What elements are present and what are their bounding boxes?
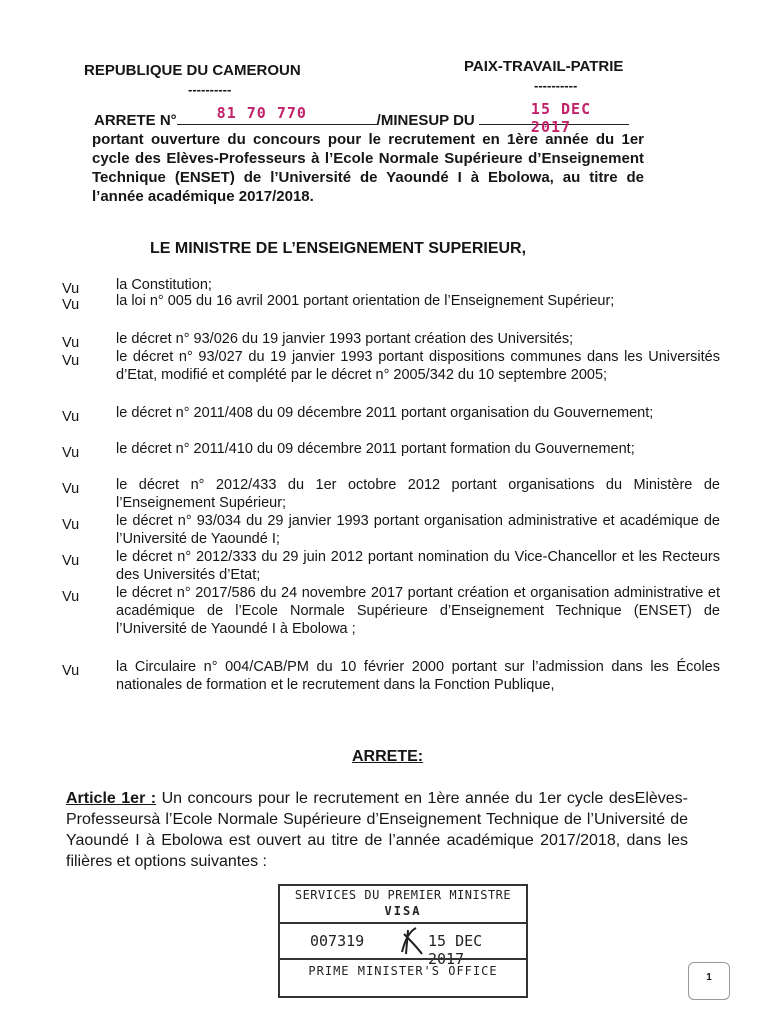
decree-number: 81 70 770 — [216, 104, 307, 122]
visa-text: le décret n° 93/026 du 19 janvier 1993 portant création des Universités; — [116, 331, 574, 347]
vu-label: Vu — [62, 663, 80, 679]
vu-label: Vu — [62, 481, 80, 497]
vu-label: Vu — [62, 589, 80, 605]
article-1-label: Article 1er : — [66, 790, 157, 807]
visa-text: le décret n° 2011/410 du 09 décembre 2011 portant formation du Gouvernement; — [116, 441, 635, 457]
visa-text: le décret n° 2017/586 du 24 novembre 2017 portant création et organisation administrative et académique de l’Ecole Normale Supérieure d’Enseignement Technique (ENSET) de l’Université de Yaoundé I à Ebolowa ; — [116, 585, 720, 637]
visa-text: le décret n° 2011/408 du 09 décembre 2011 portant organisation du Gouvernement; — [116, 405, 654, 421]
vu-label: Vu — [62, 409, 80, 425]
decree-date-field — [479, 100, 629, 136]
decree-number-line — [94, 100, 674, 136]
vu-label: Vu — [62, 353, 80, 369]
page-number: 1 — [688, 962, 730, 1000]
visa-text: la Circulaire n° 004/CAB/PM du 10 février 2000 portant sur l’admission dans les Écoles nationales de formation et le recrutement dans la Fonction Publique, — [116, 659, 720, 693]
visa-text: le décret n° 2012/333 du 29 juin 2012 portant nomination du Vice-Chancellor et les Recteurs des Universités d’Etat; — [116, 549, 720, 583]
article-1-text: Un concours pour le recrutement en 1ère année du 1er cycle desElèves-Professeursà l’Ecole Normale Supérieure d’Enseignement Technique de l’Université de Yaoundé I à Ebolowa est ouvert au titre de l’année académique 2017/2018, dans les filières et options suivantes : — [66, 790, 688, 870]
stamp-services: SERVICES DU PREMIER MINISTRE — [294, 888, 512, 902]
vu-label: Vu — [62, 553, 80, 569]
decree-date: 15 DEC 2017 — [530, 100, 592, 136]
stamp-divider — [280, 922, 526, 924]
vu-label: Vu — [62, 517, 80, 533]
vu-label: Vu — [62, 281, 80, 297]
visa-text: la Constitution; — [116, 277, 212, 293]
stamp-office: PRIME MINISTER'S OFFICE — [308, 964, 498, 978]
stamp-date: 15 DEC 2017 — [428, 932, 483, 968]
signature-mark-icon — [398, 926, 426, 956]
vu-label: Vu — [62, 297, 80, 313]
country-name: REPUBLIQUE DU CAMEROUN — [84, 62, 301, 79]
national-motto: PAIX-TRAVAIL-PATRIE — [464, 58, 624, 75]
vu-label: Vu — [62, 335, 80, 351]
stamp-visa: VISA — [384, 904, 422, 918]
country-dashes: ---------- — [188, 82, 232, 97]
motto-dashes: ---------- — [534, 78, 578, 93]
vu-label: Vu — [62, 445, 80, 461]
visa-text: le décret n° 93/034 du 29 janvier 1993 portant organisation administrative et académique de l’Université de Yaoundé I; — [116, 513, 720, 547]
stamp-number: 007319 — [310, 932, 365, 950]
article-1 — [66, 788, 688, 872]
decree-number-field — [177, 104, 377, 125]
minister-heading: LE MINISTRE DE L’ENSEIGNEMENT SUPERIEUR, — [150, 240, 527, 257]
arrete-heading: ARRETE: — [352, 748, 424, 765]
pm-visa-stamp — [278, 884, 528, 998]
visa-text: la loi n° 005 du 16 avril 2001 portant orientation de l’Enseignement Supérieur; — [116, 293, 615, 309]
decree-ministry: /MINESUP DU — [376, 112, 475, 129]
stamp-divider — [280, 958, 526, 960]
decree-title: portant ouverture du concours pour le recrutement en 1ère année du 1er cycle des Elèves-Professeurs à l’Ecole Normale Supérieure d’Enseignement Technique (ENSET) de l’Université de Yaoundé I à Ebolowa, au titre de l’année académique 2017/2018. — [92, 131, 644, 205]
visa-text: le décret n° 2012/433 du 1er octobre 2012 portant organisations du Ministère de l’Enseignement Supérieur; — [116, 477, 720, 511]
visa-text: le décret n° 93/027 du 19 janvier 1993 portant dispositions communes dans les Universités d’Etat, modifié et complété par le décret n° 2005/342 du 10 septembre 2005; — [116, 349, 720, 383]
decree-prefix: ARRETE N° — [94, 112, 177, 129]
